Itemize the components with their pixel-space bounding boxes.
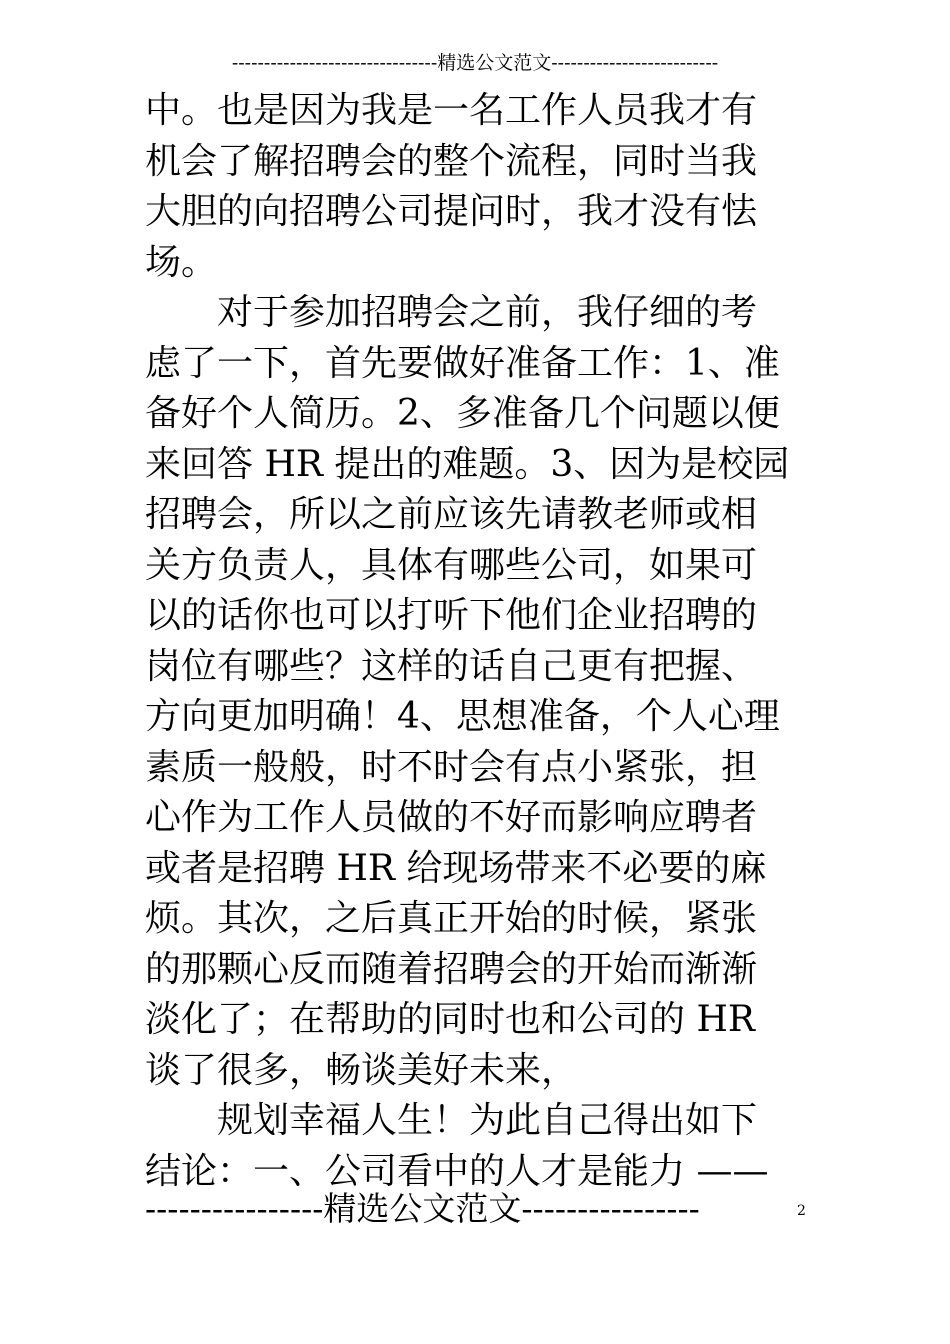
text-line: 关方负责人，具体有哪些公司，如果可 bbox=[145, 544, 758, 586]
text-line: 规划幸福人生！为此自己得出如下 bbox=[145, 1100, 758, 1141]
text-line: 大胆的向招聘公司提问时，我才没有怯 bbox=[145, 191, 758, 232]
text-line: 心作为工作人员做的不好而影响应聘者 bbox=[145, 797, 758, 838]
text-line: 中。也是因为我是一名工作人员我才有 bbox=[145, 90, 758, 131]
text-line: 淡化了；在帮助的同时也和公司的 HR bbox=[145, 999, 755, 1040]
text-line: 方向更加明确！4、思想准备，个人心理 bbox=[145, 696, 780, 737]
text-line: 谈了很多，畅谈美好未来， bbox=[145, 1049, 578, 1091]
text-line: 以的话你也可以打听下他们企业招聘的 bbox=[145, 595, 758, 636]
text-line: 来回答 HR 提出的难题。3、因为是校园 bbox=[145, 443, 790, 485]
text-line: 机会了解招聘会的整个流程，同时当我 bbox=[145, 140, 758, 182]
text-line: 招聘会，所以之前应该先请教老师或相 bbox=[145, 494, 758, 535]
text-line: 的那颗心反而随着招聘会的开始而渐渐 bbox=[145, 948, 758, 990]
text-line: 虑了一下，首先要做好准备工作：1、准 bbox=[145, 342, 780, 384]
text-line: 结论：一、公司看中的人才是能力 —— bbox=[145, 1150, 769, 1192]
text-line: 备好个人简历。2、多准备几个问题以便 bbox=[145, 393, 780, 434]
text-line: 岗位有哪些？这样的话自己更有把握、 bbox=[145, 645, 758, 687]
text-line: 烦。其次，之后真正开始的时候，紧张 bbox=[145, 898, 758, 939]
body-text bbox=[145, 86, 811, 1197]
text-line: 或者是招聘 HR 给现场带来不必要的麻 bbox=[145, 847, 767, 889]
page-header: --------------------------------精选公文范文-------------------------- bbox=[231, 52, 719, 74]
text-line: 场。 bbox=[145, 241, 218, 283]
page-number: 2 bbox=[797, 1203, 806, 1219]
page-footer: ----------------精选公文范文---------------- bbox=[145, 1189, 700, 1228]
text-line: 素质一般般，时不时会有点小紧张，担 bbox=[145, 746, 758, 788]
text-line: 对于参加招聘会之前，我仔细的考 bbox=[145, 292, 758, 333]
